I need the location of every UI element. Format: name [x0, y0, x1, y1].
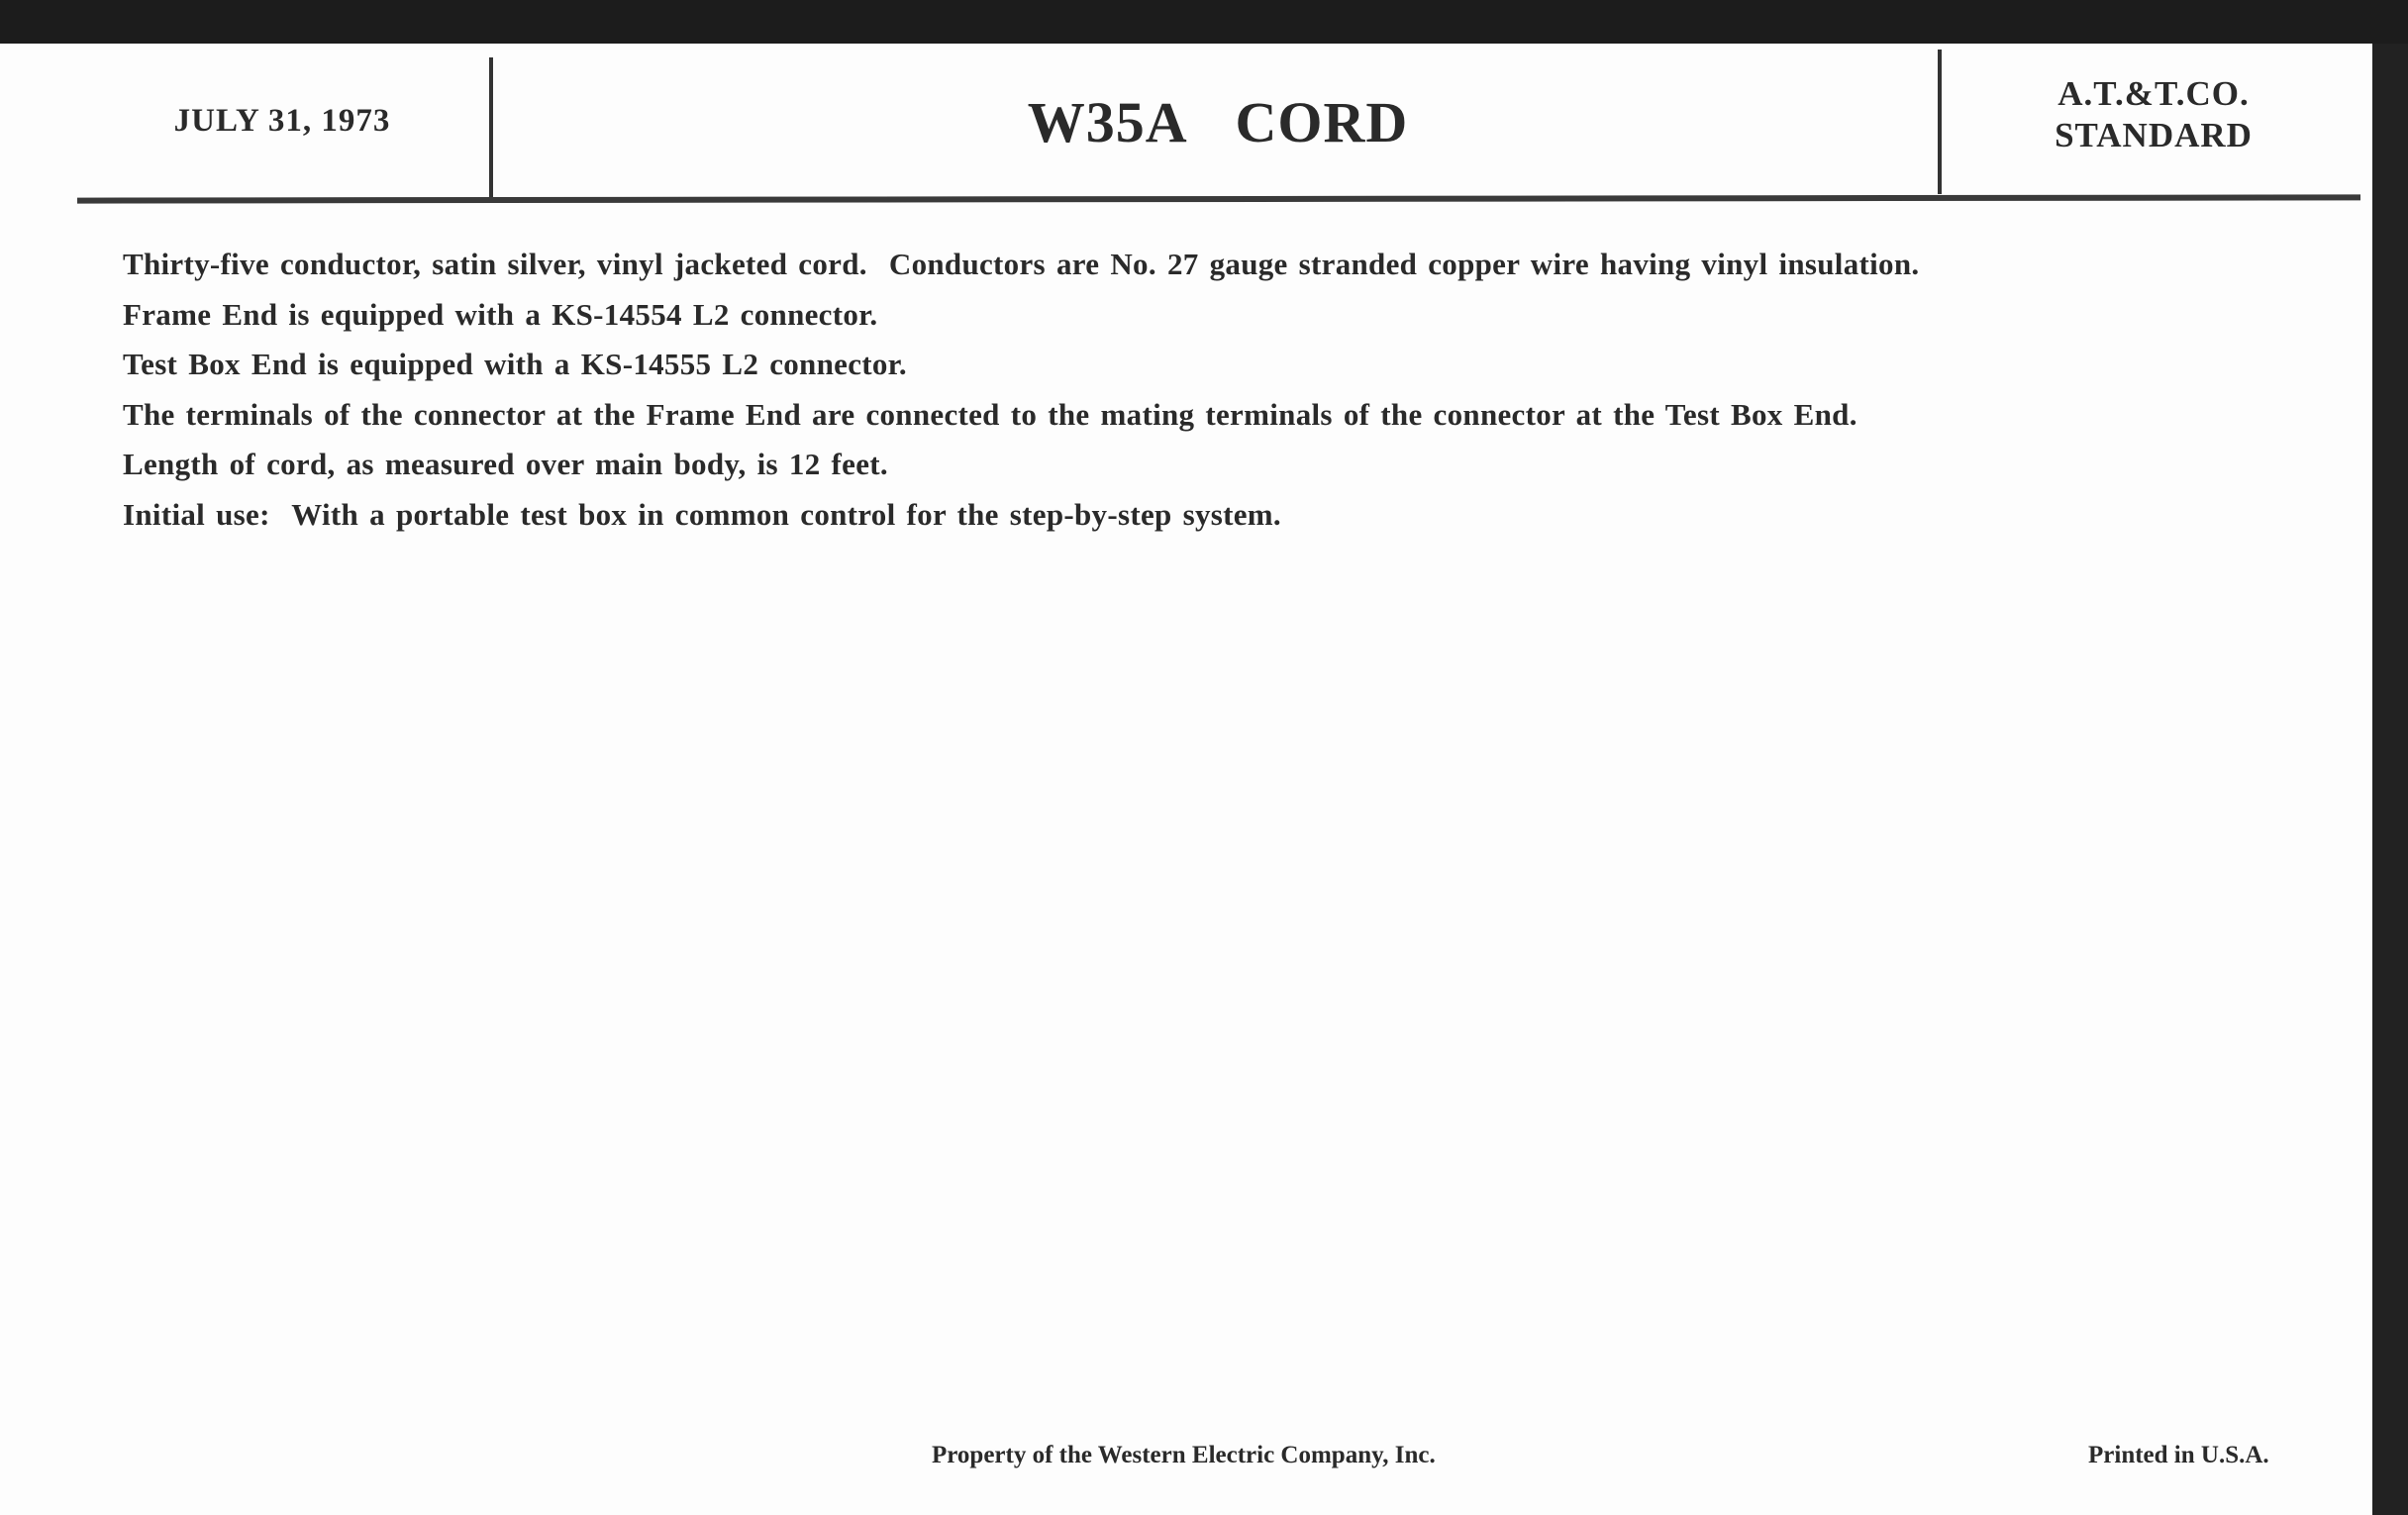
document-date: JULY 31, 1973 [173, 103, 391, 139]
standard-label [1970, 73, 2337, 156]
header-divider-left [489, 57, 493, 198]
standard-line-2: STANDARD [2055, 116, 2253, 154]
standard-line-1: A.T.&T.CO. [2057, 74, 2250, 113]
header-divider-right [1938, 50, 1942, 194]
spec-line: The terminals of the connector at the Frame End are connected to the mating terminals of the connector at the Test Box End. [123, 396, 1857, 432]
specification-text [123, 240, 2380, 540]
spec-line: Initial use: With a portable test box in common control for the step-by-step system. [123, 496, 1281, 532]
spec-line: Thirty-five conductor, satin silver, vinyl jacketed cord. Conductors are No. 27 gauge stranded copper wire having vinyl insulation. [123, 247, 1920, 281]
property-notice: Property of the Western Electric Company, Inc. [932, 1442, 1436, 1468]
spec-line: Test Box End is equipped with a KS-14555 L2 connector. [123, 347, 907, 381]
document-title: W35A CORD [1027, 90, 1409, 154]
spec-line: Length of cord, as measured over main body, is 12 feet. [123, 447, 888, 481]
spec-line: Frame End is equipped with a KS-14554 L2 connector. [123, 296, 878, 332]
printed-notice: Printed in U.S.A. [2088, 1442, 2269, 1468]
